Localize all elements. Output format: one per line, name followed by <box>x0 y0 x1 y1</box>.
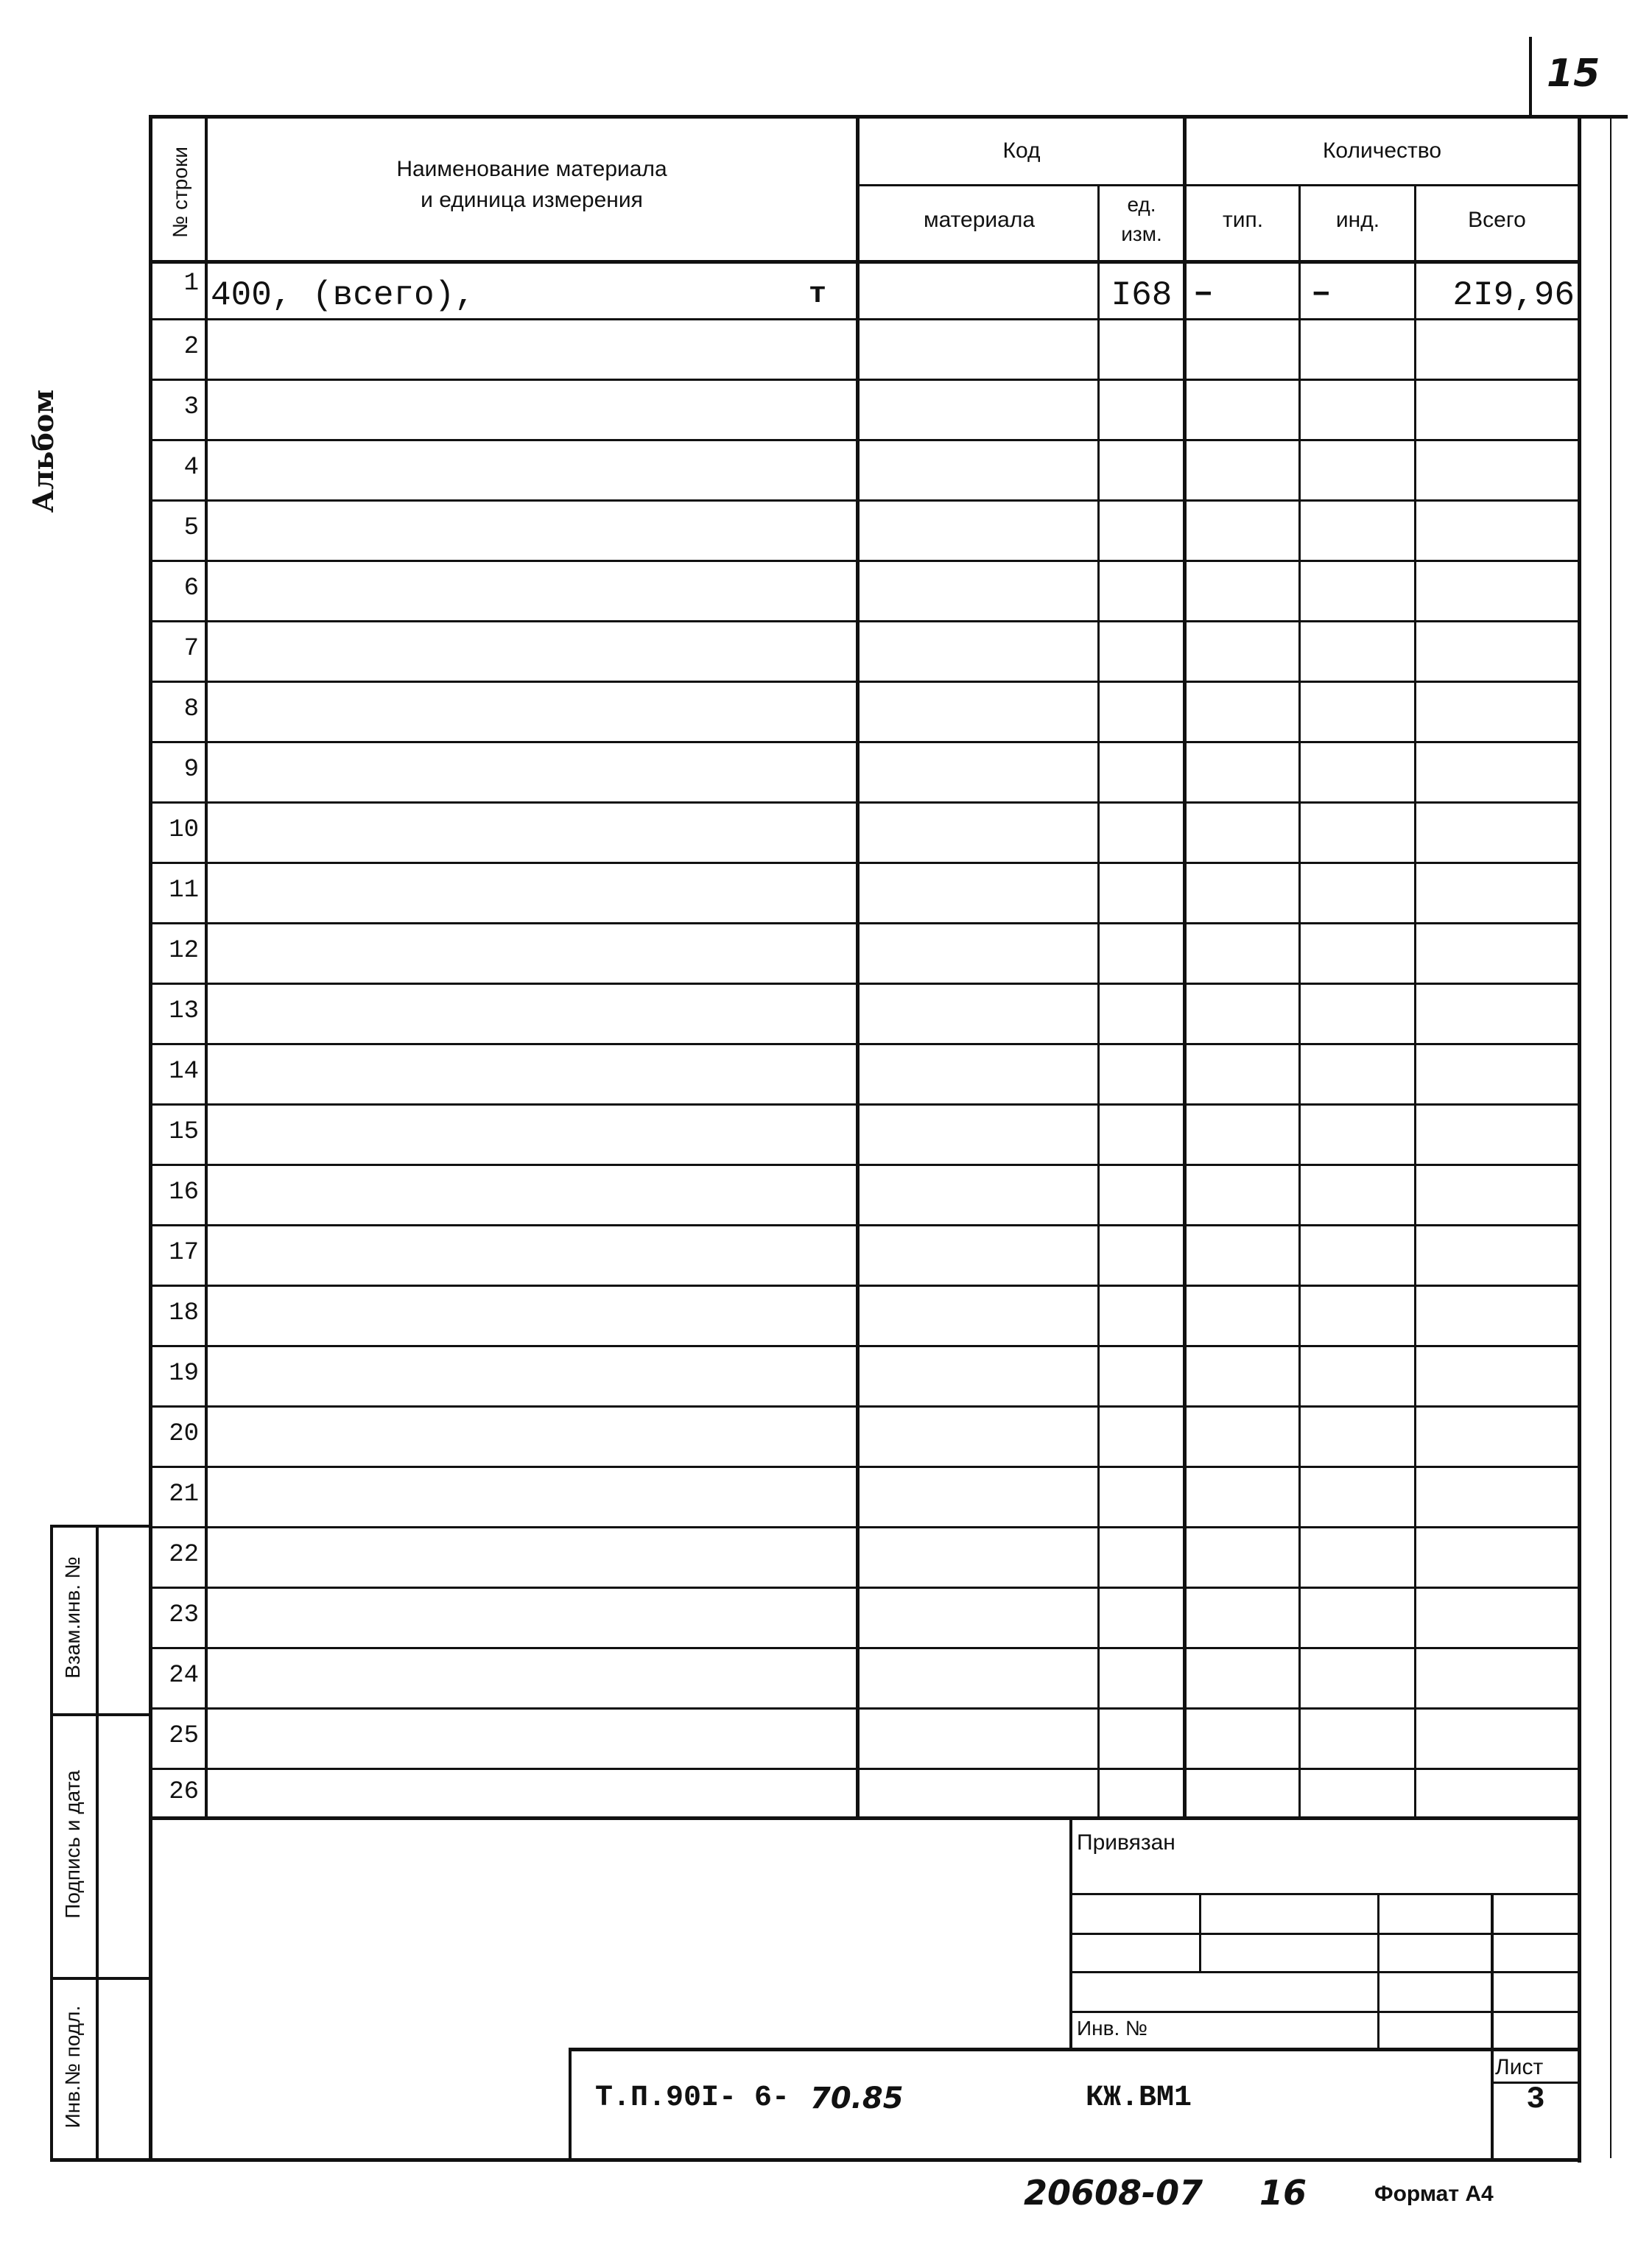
header-subline <box>856 184 1579 186</box>
row-number: 26 <box>169 1778 199 1806</box>
header-name-line2: и единица измерения <box>421 188 643 212</box>
row-number: 16 <box>169 1179 199 1206</box>
page-number-box-left <box>1529 37 1532 118</box>
row-line <box>150 1285 1579 1287</box>
tb-inv-no: Инв. № <box>1077 2017 1148 2040</box>
row1-unit-letter: т <box>809 278 827 312</box>
row-line <box>150 620 1579 622</box>
row-line <box>150 801 1579 804</box>
row-number: 3 <box>183 393 199 421</box>
tb-main-left <box>569 2048 572 2161</box>
header-unit-line1: ед. <box>1127 193 1156 216</box>
table-bottom <box>150 1816 1579 1820</box>
footer-format: Формат А4 <box>1374 2182 1494 2206</box>
row-number: 7 <box>183 635 199 663</box>
row-line <box>150 983 1579 985</box>
row-line <box>150 1043 1579 1045</box>
row-number: 19 <box>169 1360 199 1388</box>
frame-bottom <box>50 2158 1581 2162</box>
tb-line-3 <box>1069 1971 1579 1973</box>
row-number: 4 <box>183 454 199 482</box>
tb-left <box>1069 1819 1072 2051</box>
row-line <box>150 379 1579 381</box>
frame-right <box>1578 115 1581 2163</box>
row-line <box>150 922 1579 924</box>
header-quantity: Количество <box>1322 138 1442 163</box>
row-number: 8 <box>183 695 199 723</box>
row1-typ: – <box>1193 274 1214 312</box>
row-number: 10 <box>169 816 199 844</box>
row-number: 14 <box>169 1058 199 1086</box>
tb-privyazan: Привязан <box>1077 1830 1175 1855</box>
row-number: 24 <box>169 1662 199 1690</box>
row-number: 18 <box>169 1299 199 1327</box>
header-row-no: № строки <box>169 147 191 238</box>
row1-name: 400, (всего), <box>211 276 475 315</box>
row-line <box>150 560 1579 562</box>
row-number: 5 <box>183 514 199 542</box>
row1-ind: – <box>1311 274 1332 312</box>
footer-number: 20608-07 <box>1024 2173 1203 2213</box>
row-line <box>150 1405 1579 1408</box>
row-number: 9 <box>183 756 199 784</box>
col-line-ind <box>1414 184 1416 1819</box>
row-line <box>150 318 1579 320</box>
col-line-typ <box>1298 184 1301 1819</box>
tb-col-2 <box>1377 1893 1379 2051</box>
row-number: 20 <box>169 1420 199 1448</box>
row-line <box>150 1707 1579 1710</box>
row-number: 17 <box>169 1239 199 1267</box>
row-number: 11 <box>169 877 199 905</box>
stamp-inv-podl: Инв.№ подл. <box>61 2005 84 2129</box>
tb-col-1 <box>1199 1893 1201 1973</box>
header-name-line1: Наименование материала <box>396 157 667 181</box>
header-code: Код <box>1002 138 1041 163</box>
col-line-unit <box>1183 115 1187 1819</box>
row-line <box>150 862 1579 864</box>
row-number: 25 <box>169 1722 199 1750</box>
row-line <box>150 1587 1579 1589</box>
row-number: 23 <box>169 1601 199 1629</box>
row-line <box>150 1526 1579 1528</box>
row1-total: 2I9,96 <box>1452 276 1575 315</box>
col-line-rownum <box>205 115 208 1819</box>
stamp-divider-1 <box>50 1713 150 1716</box>
tb-doc-mark: КЖ.ВМ1 <box>1086 2082 1192 2115</box>
row-line <box>150 1768 1579 1770</box>
row-line <box>150 741 1579 743</box>
outer-right-line <box>1610 118 1611 2158</box>
row-number: 15 <box>169 1118 199 1146</box>
row-line <box>150 1103 1579 1106</box>
col-line-name <box>856 115 860 1819</box>
row-line <box>150 439 1579 441</box>
row-number: 2 <box>183 333 199 361</box>
row-number: 21 <box>169 1481 199 1508</box>
row1-unit-code: I68 <box>1111 276 1173 315</box>
stamp-inner-left <box>96 1526 99 2161</box>
row-line <box>150 1345 1579 1347</box>
header-typ: тип. <box>1222 208 1264 232</box>
tb-doc-code-hand: 70.85 <box>810 2082 904 2115</box>
tb-line-1 <box>1069 1893 1579 1895</box>
tb-sheet-label: Лист <box>1495 2055 1544 2079</box>
stamp-vzam-inv: Взам.инв. № <box>61 1556 84 1679</box>
row-line <box>150 1466 1579 1468</box>
row-number: 1 <box>183 270 199 298</box>
col-line-material <box>1097 184 1100 1819</box>
row-number: 6 <box>183 575 199 603</box>
header-ind: инд. <box>1335 208 1380 232</box>
page-number: 15 <box>1547 52 1600 96</box>
footer-number2: 16 <box>1259 2173 1307 2213</box>
frame-left <box>149 115 152 2161</box>
stamp-outer-left <box>50 1526 53 2161</box>
tb-line-2 <box>1069 1933 1579 1935</box>
row-line <box>150 1224 1579 1226</box>
header-total: Всего <box>1468 208 1526 232</box>
row-number: 13 <box>169 997 199 1025</box>
stamp-podpis-data: Подпись и дата <box>61 1770 84 1919</box>
tb-main-top <box>570 2048 1579 2051</box>
tb-col-3 <box>1491 1893 1494 2160</box>
row-number: 12 <box>169 937 199 965</box>
row-number: 22 <box>169 1541 199 1569</box>
row-line <box>150 499 1579 502</box>
header-unit-line2: изм. <box>1121 222 1162 245</box>
row-line <box>150 1164 1579 1166</box>
tb-sheet-no: 3 <box>1526 2082 1545 2117</box>
frame-top <box>150 115 1628 119</box>
row-line <box>150 681 1579 683</box>
header-material: материала <box>923 208 1036 232</box>
tb-doc-code: Т.П.90I- 6- <box>595 2082 790 2115</box>
header-bottom <box>150 260 1579 264</box>
side-label-album: Альбом <box>27 389 60 513</box>
tb-line-4 <box>1069 2011 1579 2013</box>
row-line <box>150 1647 1579 1649</box>
